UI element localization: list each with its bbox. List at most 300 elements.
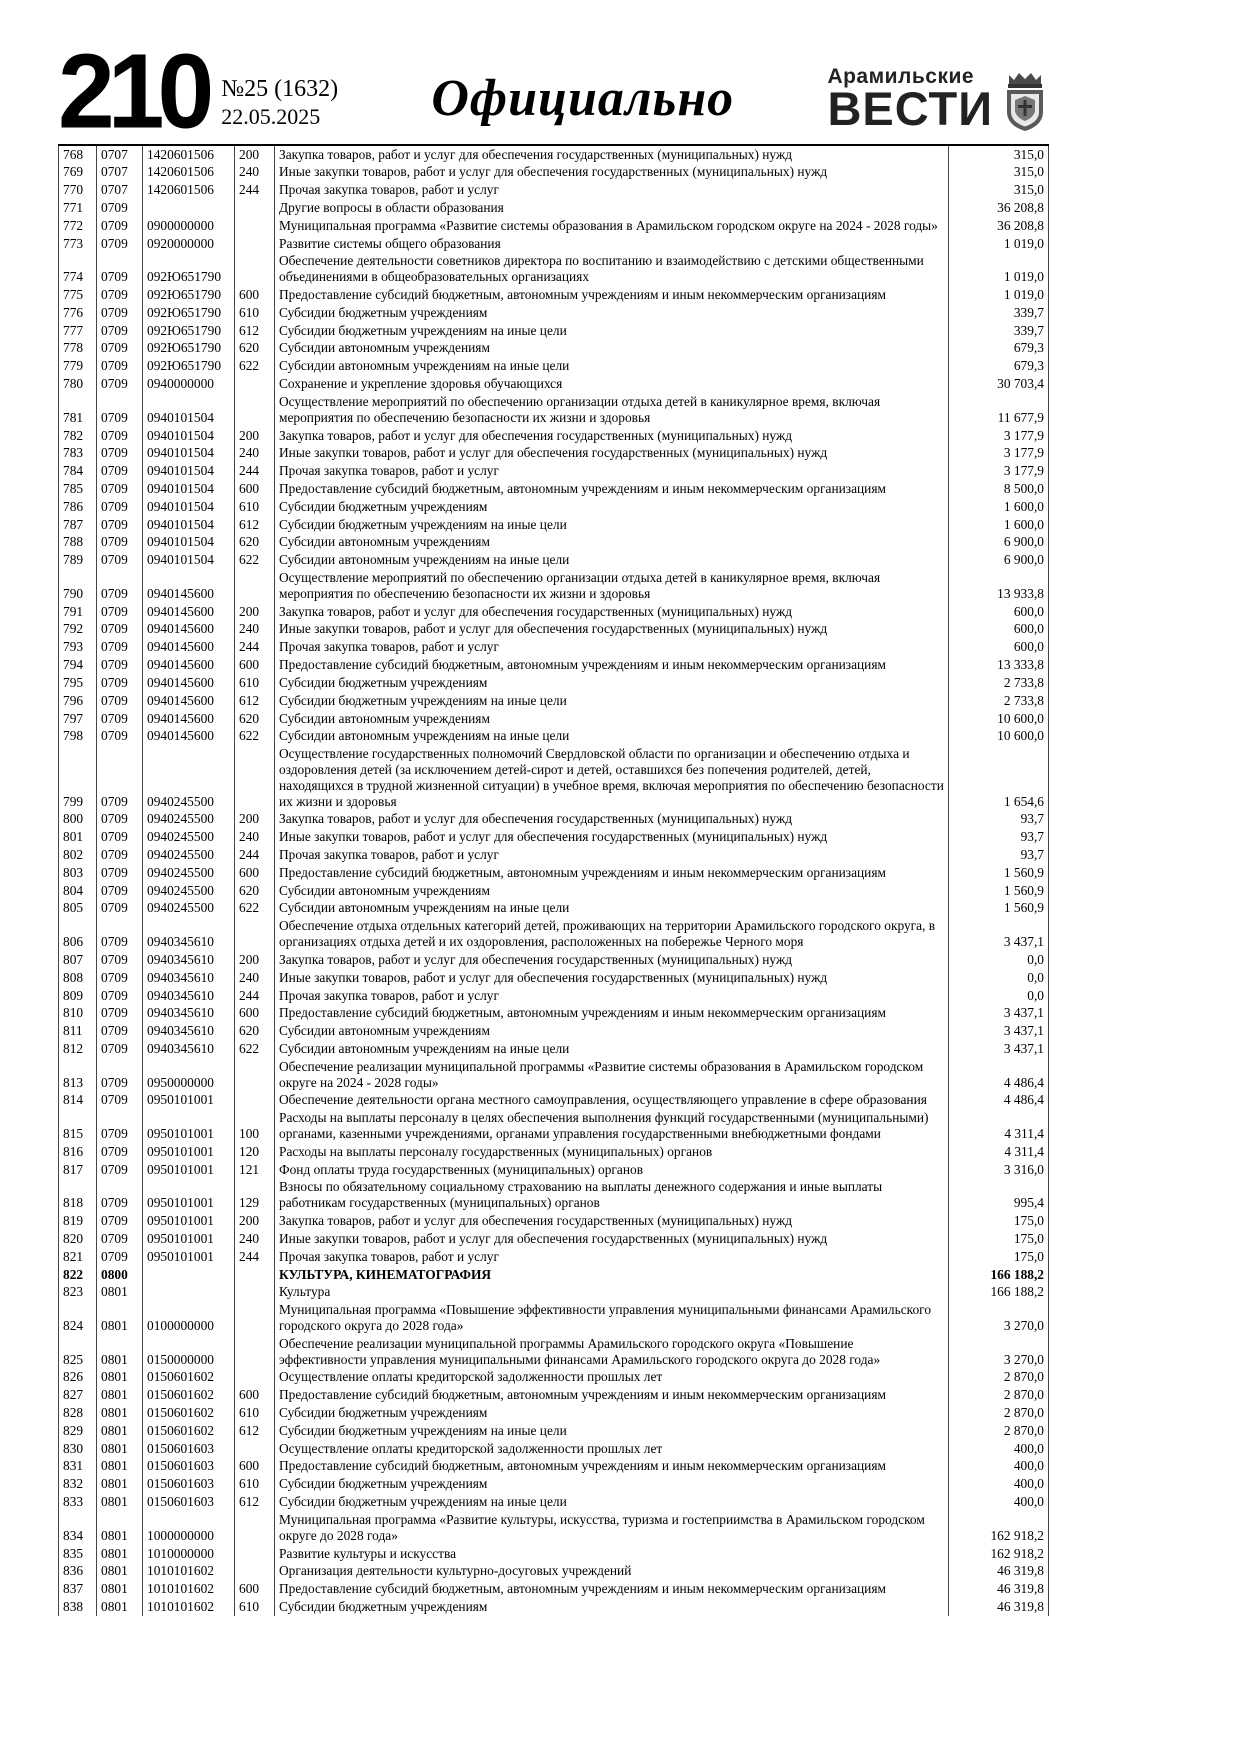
cell-name: Обеспечение реализации муниципальной программы Арамильского городского округа «Повышение эффективности управления муниципальными финансами Арамильского городского округа до 2028 года»	[275, 1335, 949, 1369]
cell-num: 822	[59, 1266, 97, 1284]
cell-amount: 36 208,8	[949, 217, 1049, 235]
cell-amount: 1 600,0	[949, 516, 1049, 534]
cell-num: 813	[59, 1058, 97, 1092]
cell-name: Осуществление государственных полномочий Свердловской области по организации и обеспечению отдыха и оздоровления детей (за исключением детей-сирот и детей, оставшихся без попечения родителей, детей, находящихся в трудной жизненной ситуации) в учебное время, включая мероприятия по обеспечению безопасности их жизни и здоровья	[275, 746, 949, 811]
cell-num: 826	[59, 1369, 97, 1387]
cell-amount: 1 019,0	[949, 287, 1049, 305]
cell-name: Муниципальная программа «Повышение эффективности управления муниципальными финансами Арамильского городского округа до 2028 года»	[275, 1302, 949, 1336]
cell-type: 620	[235, 882, 275, 900]
cell-name: Предоставление субсидий бюджетным, автономным учреждениям и иным некоммерческим организациям	[275, 1005, 949, 1023]
table-row	[59, 918, 1049, 952]
cell-type	[235, 1369, 275, 1387]
cell-sec: 0709	[97, 445, 143, 463]
cell-type	[235, 1058, 275, 1092]
cell-code: 0150601603	[143, 1440, 235, 1458]
cell-type: 200	[235, 145, 275, 164]
cell-code: 0940245500	[143, 811, 235, 829]
cell-num: 775	[59, 287, 97, 305]
cell-name: Осуществление мероприятий по обеспечению организации отдыха детей в каникулярное время, включая мероприятия по обеспечению безопасности их жизни и здоровья	[275, 570, 949, 604]
cell-name: Субсидии бюджетным учреждениям на иные цели	[275, 1494, 949, 1512]
table-row	[59, 376, 1049, 394]
cell-code: 0920000000	[143, 235, 235, 253]
cell-sec: 0801	[97, 1422, 143, 1440]
cell-name: Закупка товаров, работ и услуг для обеспечения государственных (муниципальных) нужд	[275, 1213, 949, 1231]
cell-type	[235, 253, 275, 287]
cell-type: 600	[235, 480, 275, 498]
table-row	[59, 516, 1049, 534]
table-row	[59, 621, 1049, 639]
cell-num: 823	[59, 1284, 97, 1302]
cell-code: 1010000000	[143, 1545, 235, 1563]
cell-type: 120	[235, 1143, 275, 1161]
cell-amount: 1 600,0	[949, 498, 1049, 516]
cell-name: Иные закупки товаров, работ и услуг для обеспечения государственных (муниципальных) нужд	[275, 1230, 949, 1248]
cell-num: 829	[59, 1422, 97, 1440]
table-row	[59, 217, 1049, 235]
cell-amount: 3 177,9	[949, 463, 1049, 481]
cell-name: Муниципальная программа «Развитие системы образования в Арамильском городском округе на 2024 - 2028 годы»	[275, 217, 949, 235]
cell-code: 0950101001	[143, 1248, 235, 1266]
table-row	[59, 358, 1049, 376]
cell-num: 790	[59, 570, 97, 604]
cell-code: 0940245500	[143, 847, 235, 865]
cell-code: 092Ю651790	[143, 253, 235, 287]
cell-type: 121	[235, 1161, 275, 1179]
cell-amount: 315,0	[949, 164, 1049, 182]
table-row	[59, 253, 1049, 287]
cell-amount: 8 500,0	[949, 480, 1049, 498]
cell-code: 0150601603	[143, 1476, 235, 1494]
cell-code: 0950101001	[143, 1230, 235, 1248]
table-row	[59, 393, 1049, 427]
cell-name: Субсидии автономным учреждениям на иные цели	[275, 900, 949, 918]
table-row	[59, 1440, 1049, 1458]
cell-name: Субсидии бюджетным учреждениям на иные цели	[275, 692, 949, 710]
cell-amount: 175,0	[949, 1230, 1049, 1248]
cell-code: 0940145600	[143, 603, 235, 621]
cell-name: Предоставление субсидий бюджетным, автономным учреждениям и иным некоммерческим организациям	[275, 480, 949, 498]
issue-date: 22.05.2025	[221, 103, 321, 129]
table-row	[59, 1581, 1049, 1599]
cell-name: Прочая закупка товаров, работ и услуг	[275, 987, 949, 1005]
cell-type: 600	[235, 1005, 275, 1023]
table-row	[59, 847, 1049, 865]
cell-code: 0150000000	[143, 1335, 235, 1369]
cell-code: 0100000000	[143, 1302, 235, 1336]
cell-name: Иные закупки товаров, работ и услуг для обеспечения государственных (муниципальных) нужд	[275, 969, 949, 987]
cell-num: 791	[59, 603, 97, 621]
cell-code: 0150601602	[143, 1369, 235, 1387]
cell-amount: 3 270,0	[949, 1335, 1049, 1369]
cell-sec: 0709	[97, 639, 143, 657]
brand-text	[827, 65, 993, 136]
cell-num: 817	[59, 1161, 97, 1179]
cell-code: 0950101001	[143, 1213, 235, 1231]
cell-amount: 600,0	[949, 639, 1049, 657]
page-header	[58, 32, 1049, 151]
cell-name: Фонд оплаты труда государственных (муниципальных) органов	[275, 1161, 949, 1179]
cell-sec: 0709	[97, 217, 143, 235]
cell-type	[235, 1545, 275, 1563]
table-row	[59, 1110, 1049, 1144]
cell-code: 0940101504	[143, 534, 235, 552]
cell-sec: 0801	[97, 1581, 143, 1599]
table-row	[59, 182, 1049, 200]
cell-name: Субсидии автономным учреждениям на иные цели	[275, 358, 949, 376]
cell-sec: 0709	[97, 1143, 143, 1161]
cell-amount: 1 560,9	[949, 900, 1049, 918]
cell-amount: 3 437,1	[949, 918, 1049, 952]
cell-sec: 0709	[97, 253, 143, 287]
cell-amount: 400,0	[949, 1458, 1049, 1476]
cell-amount: 93,7	[949, 847, 1049, 865]
cell-sec: 0801	[97, 1335, 143, 1369]
cell-num: 808	[59, 969, 97, 987]
cell-code: 0940101504	[143, 393, 235, 427]
cell-name: Осуществление оплаты кредиторской задолженности прошлых лет	[275, 1440, 949, 1458]
cell-num: 795	[59, 674, 97, 692]
cell-sec: 0709	[97, 235, 143, 253]
cell-type: 240	[235, 621, 275, 639]
cell-type: 600	[235, 287, 275, 305]
cell-sec: 0709	[97, 570, 143, 604]
cell-type: 600	[235, 1387, 275, 1405]
table-row	[59, 480, 1049, 498]
cell-name: Субсидии бюджетным учреждениям	[275, 304, 949, 322]
coat-of-arms-icon	[1001, 70, 1049, 132]
cell-type: 622	[235, 728, 275, 746]
cell-sec: 0709	[97, 621, 143, 639]
cell-amount: 4 486,4	[949, 1092, 1049, 1110]
issue-block	[221, 76, 338, 136]
cell-type: 612	[235, 516, 275, 534]
section-title: Официально	[431, 70, 735, 127]
cell-amount: 6 900,0	[949, 534, 1049, 552]
cell-type: 620	[235, 340, 275, 358]
cell-sec: 0709	[97, 322, 143, 340]
table-row	[59, 287, 1049, 305]
cell-num: 806	[59, 918, 97, 952]
table-row	[59, 235, 1049, 253]
cell-code: 1010101602	[143, 1581, 235, 1599]
cell-name: Субсидии бюджетным учреждениям	[275, 674, 949, 692]
cell-num: 831	[59, 1458, 97, 1476]
cell-amount: 315,0	[949, 145, 1049, 164]
cell-name: Другие вопросы в области образования	[275, 199, 949, 217]
cell-type	[235, 376, 275, 394]
cell-name: Обеспечение отдыха отдельных категорий детей, проживающих на территории Арамильского городского округа, в организациях отдыха детей и их оздоровления, расположенных на побережье Черного моря	[275, 918, 949, 952]
cell-name: Сохранение и укрепление здоровья обучающихся	[275, 376, 949, 394]
cell-type	[235, 217, 275, 235]
cell-type: 610	[235, 498, 275, 516]
budget-table-body	[59, 145, 1049, 1616]
table-row	[59, 1005, 1049, 1023]
table-row	[59, 746, 1049, 811]
cell-name: Прочая закупка товаров, работ и услуг	[275, 1248, 949, 1266]
cell-num: 810	[59, 1005, 97, 1023]
cell-code: 092Ю651790	[143, 358, 235, 376]
cell-name: Иные закупки товаров, работ и услуг для обеспечения государственных (муниципальных) нужд	[275, 445, 949, 463]
cell-sec: 0709	[97, 393, 143, 427]
cell-num: 772	[59, 217, 97, 235]
cell-type: 612	[235, 322, 275, 340]
cell-type	[235, 1563, 275, 1581]
table-row	[59, 657, 1049, 675]
cell-code: 0940145600	[143, 674, 235, 692]
cell-code: 0150601602	[143, 1387, 235, 1405]
cell-sec: 0709	[97, 674, 143, 692]
table-row	[59, 639, 1049, 657]
cell-sec: 0709	[97, 516, 143, 534]
table-row	[59, 900, 1049, 918]
cell-amount: 10 600,0	[949, 728, 1049, 746]
cell-type	[235, 1284, 275, 1302]
cell-num: 793	[59, 639, 97, 657]
cell-num: 834	[59, 1511, 97, 1545]
brand-name-top: Арамильские	[827, 65, 975, 89]
cell-sec: 0709	[97, 498, 143, 516]
cell-num: 799	[59, 746, 97, 811]
cell-amount: 2 870,0	[949, 1369, 1049, 1387]
cell-amount: 10 600,0	[949, 710, 1049, 728]
cell-code: 1010101602	[143, 1563, 235, 1581]
cell-amount: 4 311,4	[949, 1143, 1049, 1161]
cell-type: 200	[235, 811, 275, 829]
cell-code: 092Ю651790	[143, 287, 235, 305]
table-row	[59, 692, 1049, 710]
table-row	[59, 1023, 1049, 1041]
cell-sec: 0801	[97, 1302, 143, 1336]
table-row	[59, 603, 1049, 621]
cell-amount: 36 208,8	[949, 199, 1049, 217]
cell-sec: 0709	[97, 1023, 143, 1041]
brand-name-bottom: ВЕСТИ	[827, 82, 993, 136]
cell-name: Муниципальная программа «Развитие культуры, искусства, туризма и гостеприимства в Арамильском городском округе до 2028 года»	[275, 1511, 949, 1545]
cell-amount: 3 437,1	[949, 1040, 1049, 1058]
cell-name: Субсидии бюджетным учреждениям на иные цели	[275, 1422, 949, 1440]
cell-sec: 0707	[97, 182, 143, 200]
cell-type: 610	[235, 1405, 275, 1423]
cell-name: Субсидии автономным учреждениям на иные цели	[275, 728, 949, 746]
table-row	[59, 1092, 1049, 1110]
cell-amount: 175,0	[949, 1213, 1049, 1231]
cell-type: 600	[235, 657, 275, 675]
cell-name: Культура	[275, 1284, 949, 1302]
cell-num: 779	[59, 358, 97, 376]
cell-sec: 0801	[97, 1494, 143, 1512]
cell-name: Предоставление субсидий бюджетным, автономным учреждениям и иным некоммерческим организациям	[275, 657, 949, 675]
cell-code: 0940245500	[143, 829, 235, 847]
cell-name: Предоставление субсидий бюджетным, автономным учреждениям и иным некоммерческим организациям	[275, 1581, 949, 1599]
cell-num: 825	[59, 1335, 97, 1369]
cell-code: 092Ю651790	[143, 322, 235, 340]
cell-name: Закупка товаров, работ и услуг для обеспечения государственных (муниципальных) нужд	[275, 427, 949, 445]
cell-amount: 6 900,0	[949, 552, 1049, 570]
table-row	[59, 1476, 1049, 1494]
cell-num: 821	[59, 1248, 97, 1266]
cell-num: 816	[59, 1143, 97, 1161]
cell-code: 0940245500	[143, 882, 235, 900]
cell-name: Субсидии бюджетным учреждениям на иные цели	[275, 322, 949, 340]
cell-sec: 0801	[97, 1598, 143, 1616]
issue-number: №25 (1632)	[221, 76, 339, 103]
cell-num: 768	[59, 145, 97, 164]
cell-sec: 0801	[97, 1284, 143, 1302]
table-row	[59, 1302, 1049, 1336]
cell-amount: 2 870,0	[949, 1387, 1049, 1405]
cell-num: 837	[59, 1581, 97, 1599]
cell-type: 610	[235, 304, 275, 322]
cell-amount: 679,3	[949, 358, 1049, 376]
cell-type: 244	[235, 847, 275, 865]
cell-amount: 2 733,8	[949, 692, 1049, 710]
table-row	[59, 304, 1049, 322]
cell-num: 838	[59, 1598, 97, 1616]
cell-num: 836	[59, 1563, 97, 1581]
cell-code: 0940245500	[143, 746, 235, 811]
cell-name: Предоставление субсидий бюджетным, автономным учреждениям и иным некоммерческим организациям	[275, 864, 949, 882]
cell-sec: 0800	[97, 1266, 143, 1284]
cell-type: 612	[235, 1422, 275, 1440]
table-row	[59, 882, 1049, 900]
cell-sec: 0709	[97, 1110, 143, 1144]
cell-type: 622	[235, 552, 275, 570]
cell-sec: 0709	[97, 692, 143, 710]
cell-code: 0150601602	[143, 1405, 235, 1423]
cell-num: 812	[59, 1040, 97, 1058]
cell-code: 0940345610	[143, 1023, 235, 1041]
cell-amount: 339,7	[949, 322, 1049, 340]
cell-code	[143, 199, 235, 217]
cell-sec: 0709	[97, 1230, 143, 1248]
cell-num: 798	[59, 728, 97, 746]
cell-type: 129	[235, 1179, 275, 1213]
cell-amount: 315,0	[949, 182, 1049, 200]
cell-amount: 30 703,4	[949, 376, 1049, 394]
cell-num: 801	[59, 829, 97, 847]
cell-amount: 339,7	[949, 304, 1049, 322]
cell-name: Субсидии бюджетным учреждениям	[275, 498, 949, 516]
cell-sec: 0709	[97, 480, 143, 498]
table-row	[59, 1161, 1049, 1179]
cell-name: Закупка товаров, работ и услуг для обеспечения государственных (муниципальных) нужд	[275, 811, 949, 829]
cell-num: 807	[59, 951, 97, 969]
cell-name: Обеспечение деятельности органа местного самоуправления, осуществляющего управление в сфере образования	[275, 1092, 949, 1110]
cell-num: 804	[59, 882, 97, 900]
cell-name: Осуществление оплаты кредиторской задолженности прошлых лет	[275, 1369, 949, 1387]
cell-amount: 679,3	[949, 340, 1049, 358]
cell-name: Расходы на выплаты персоналу в целях обеспечения выполнения функций государственными (муниципальными) органами, казенными учреждениями, органами управления государственными внебюджетными фондами	[275, 1110, 949, 1144]
table-row	[59, 498, 1049, 516]
cell-type	[235, 1440, 275, 1458]
cell-num: 797	[59, 710, 97, 728]
cell-amount: 2 870,0	[949, 1405, 1049, 1423]
cell-name: КУЛЬТУРА, КИНЕМАТОГРАФИЯ	[275, 1266, 949, 1284]
cell-name: Осуществление мероприятий по обеспечению организации отдыха детей в каникулярное время, включая мероприятия по обеспечению безопасности их жизни и здоровья	[275, 393, 949, 427]
table-row	[59, 445, 1049, 463]
cell-name: Субсидии автономным учреждениям	[275, 882, 949, 900]
cell-amount: 600,0	[949, 621, 1049, 639]
cell-amount: 995,4	[949, 1179, 1049, 1213]
cell-sec: 0709	[97, 603, 143, 621]
cell-code: 1420601506	[143, 164, 235, 182]
cell-name: Прочая закупка товаров, работ и услуг	[275, 182, 949, 200]
cell-num: 789	[59, 552, 97, 570]
cell-type: 622	[235, 1040, 275, 1058]
cell-amount: 46 319,8	[949, 1598, 1049, 1616]
cell-code: 0950101001	[143, 1161, 235, 1179]
table-row	[59, 987, 1049, 1005]
cell-amount: 0,0	[949, 987, 1049, 1005]
cell-sec: 0709	[97, 728, 143, 746]
table-row	[59, 969, 1049, 987]
cell-name: Закупка товаров, работ и услуг для обеспечения государственных (муниципальных) нужд	[275, 951, 949, 969]
cell-amount: 46 319,8	[949, 1563, 1049, 1581]
cell-sec: 0801	[97, 1405, 143, 1423]
cell-code: 0940101504	[143, 445, 235, 463]
cell-num: 780	[59, 376, 97, 394]
table-row	[59, 164, 1049, 182]
cell-type	[235, 1302, 275, 1336]
cell-num: 818	[59, 1179, 97, 1213]
cell-name: Предоставление субсидий бюджетным, автономным учреждениям и иным некоммерческим организациям	[275, 287, 949, 305]
table-row	[59, 728, 1049, 746]
cell-sec: 0709	[97, 882, 143, 900]
cell-code: 0940345610	[143, 987, 235, 1005]
cell-name: Обеспечение реализации муниципальной программы «Развитие системы образования в Арамильском городском округе на 2024 - 2028 годы»	[275, 1058, 949, 1092]
table-row	[59, 1248, 1049, 1266]
cell-sec: 0801	[97, 1511, 143, 1545]
cell-name: Предоставление субсидий бюджетным, автономным учреждениям и иным некоммерческим организациям	[275, 1458, 949, 1476]
cell-code: 0940245500	[143, 864, 235, 882]
cell-sec: 0709	[97, 463, 143, 481]
table-row	[59, 951, 1049, 969]
table-row	[59, 1213, 1049, 1231]
cell-amount: 11 677,9	[949, 393, 1049, 427]
cell-sec: 0709	[97, 987, 143, 1005]
cell-sec: 0707	[97, 145, 143, 164]
cell-code: 0940101504	[143, 480, 235, 498]
cell-amount: 3 177,9	[949, 427, 1049, 445]
cell-sec: 0709	[97, 376, 143, 394]
cell-sec: 0709	[97, 199, 143, 217]
cell-num: 781	[59, 393, 97, 427]
cell-sec: 0801	[97, 1563, 143, 1581]
cell-name: Развитие культуры и искусства	[275, 1545, 949, 1563]
cell-sec: 0801	[97, 1440, 143, 1458]
cell-code: 0950101001	[143, 1092, 235, 1110]
cell-code: 0940345610	[143, 969, 235, 987]
cell-type: 200	[235, 427, 275, 445]
cell-sec: 0709	[97, 1040, 143, 1058]
cell-amount: 2 733,8	[949, 674, 1049, 692]
cell-type: 610	[235, 1476, 275, 1494]
cell-sec: 0709	[97, 864, 143, 882]
table-row	[59, 1266, 1049, 1284]
cell-sec: 0709	[97, 1005, 143, 1023]
cell-num: 833	[59, 1494, 97, 1512]
table-row	[59, 1511, 1049, 1545]
table-row	[59, 1179, 1049, 1213]
cell-name: Закупка товаров, работ и услуг для обеспечения государственных (муниципальных) нужд	[275, 145, 949, 164]
cell-sec: 0709	[97, 710, 143, 728]
cell-type: 620	[235, 1023, 275, 1041]
cell-name: Прочая закупка товаров, работ и услуг	[275, 847, 949, 865]
cell-sec: 0709	[97, 969, 143, 987]
cell-code: 0940101504	[143, 463, 235, 481]
cell-type	[235, 746, 275, 811]
cell-type: 244	[235, 1248, 275, 1266]
